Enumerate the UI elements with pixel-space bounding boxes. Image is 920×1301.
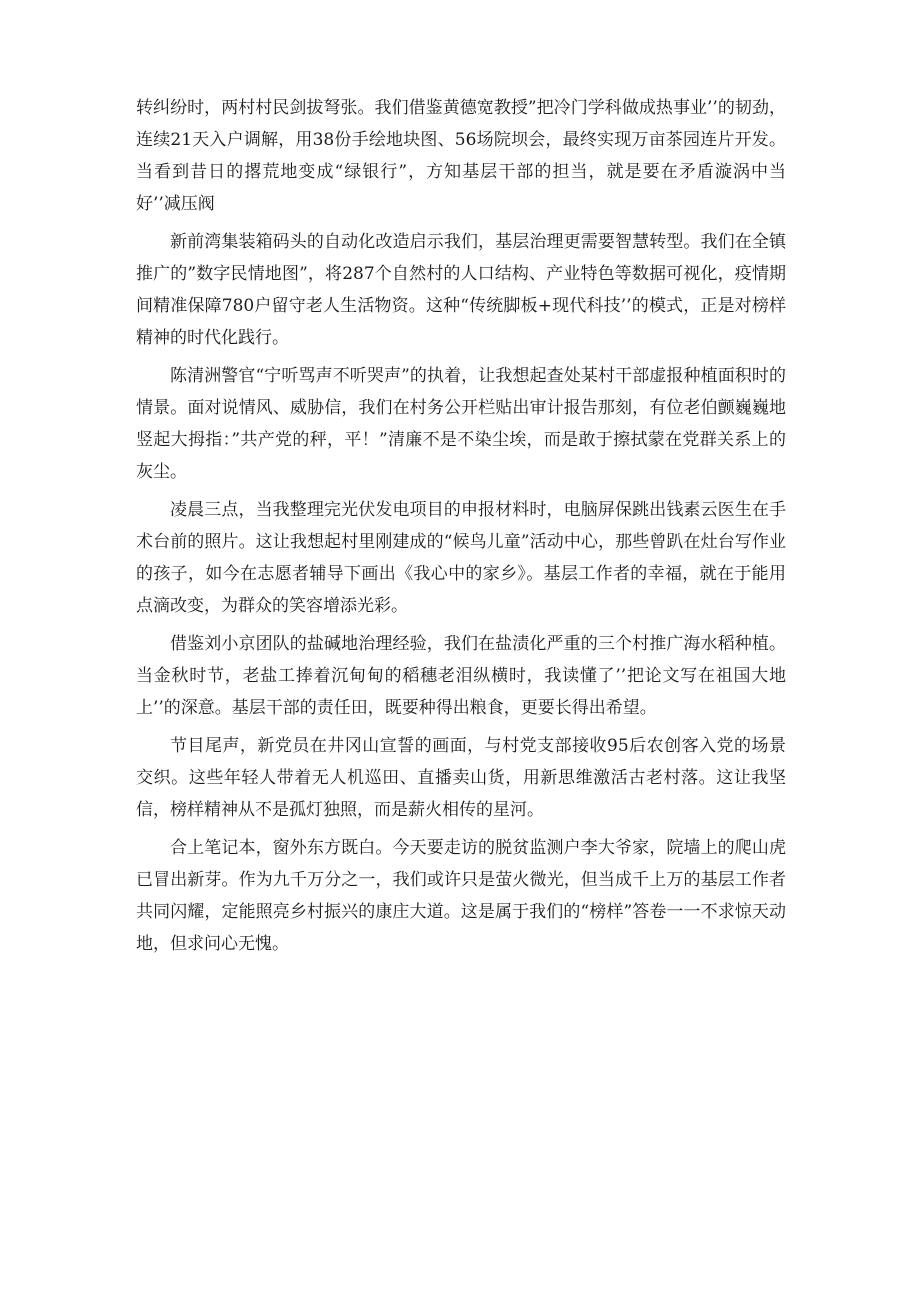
paragraph: 新前湾集装箱码头的自动化改造启示我们，基层治理更需要智慧转型。我们在全镇推广的”数字民情地图”，将287个自然村的人口结构、产业特色等数据可视化，疫情期间精准保障780户留守老人生活物资。这种“传统脚板+现代科技’’的模式，正是对榜样精神的时代化践行。 — [136, 232, 786, 348]
paragraph: 节目尾声，新党员在井冈山宣誓的画面，与村党支部接收95后农创客入党的场景交织。这些年轻人带着无人机巡田、直播卖山货，用新思维激活古老村落。这让我坚信，榜样精神从不是孤灯独照，而是薪火相传的星河。 — [136, 736, 786, 820]
document-body — [136, 92, 786, 966]
paragraph: 合上笔记本，窗外东方既白。今天要走访的脱贫监测户李大爷家，院墙上的爬山虎已冒出新芽。作为九千万分之一，我们或许只是萤火微光，但当成千上万的基层工作者共同闪耀，定能照亮乡村振兴的康庄大道。这是属于我们的“榜样”答卷一一不求惊天动地，但求问心无愧。 — [136, 838, 786, 954]
paragraph: 凌晨三点，当我整理完光伏发电项目的申报材料时，电脑屏保跳出钱素云医生在手术台前的照片。这让我想起村里刚建成的“候鸟儿童”活动中心，那些曾趴在灶台写作业的孩子，如今在志愿者辅导下画出《我心中的家乡》。基层工作者的幸福，就在于能用点滴改变，为群众的笑容增添光彩。 — [136, 500, 786, 616]
paragraph: 陈清洲警官“宁听骂声不听哭声”的执着，让我想起查处某村干部虚报种植面积时的情景。面对说情风、威胁信，我们在村务公开栏贴出审计报告那刻，有位老伯颤巍巍地竖起大拇指：”共产党的秤，平！”清廉不是不染尘埃，而是敢于擦拭蒙在党群关系上的灰尘。 — [136, 366, 786, 482]
paragraph: 转纠纷时，两村村民剑拔弩张。我们借鉴黄德宽教授”把冷门学科做成热事业’’的韧劲，连续21天入户调解，用38份手绘地块图、56场院坝会，最终实现万亩茶园连片开发。当看到昔日的撂荒地变成“绿银行”，方知基层干部的担当，就是要在矛盾漩涡中当好’’减压阀 — [136, 98, 786, 214]
paragraph: 借鉴刘小京团队的盐碱地治理经验，我们在盐渍化严重的三个村推广海水稻种植。当金秋时节，老盐工捧着沉甸甸的稻穗老泪纵横时，我读懂了’’把论文写在祖国大地上’’的深意。基层干部的责任田，既要种得出粮食，更要长得出希望。 — [136, 634, 786, 718]
